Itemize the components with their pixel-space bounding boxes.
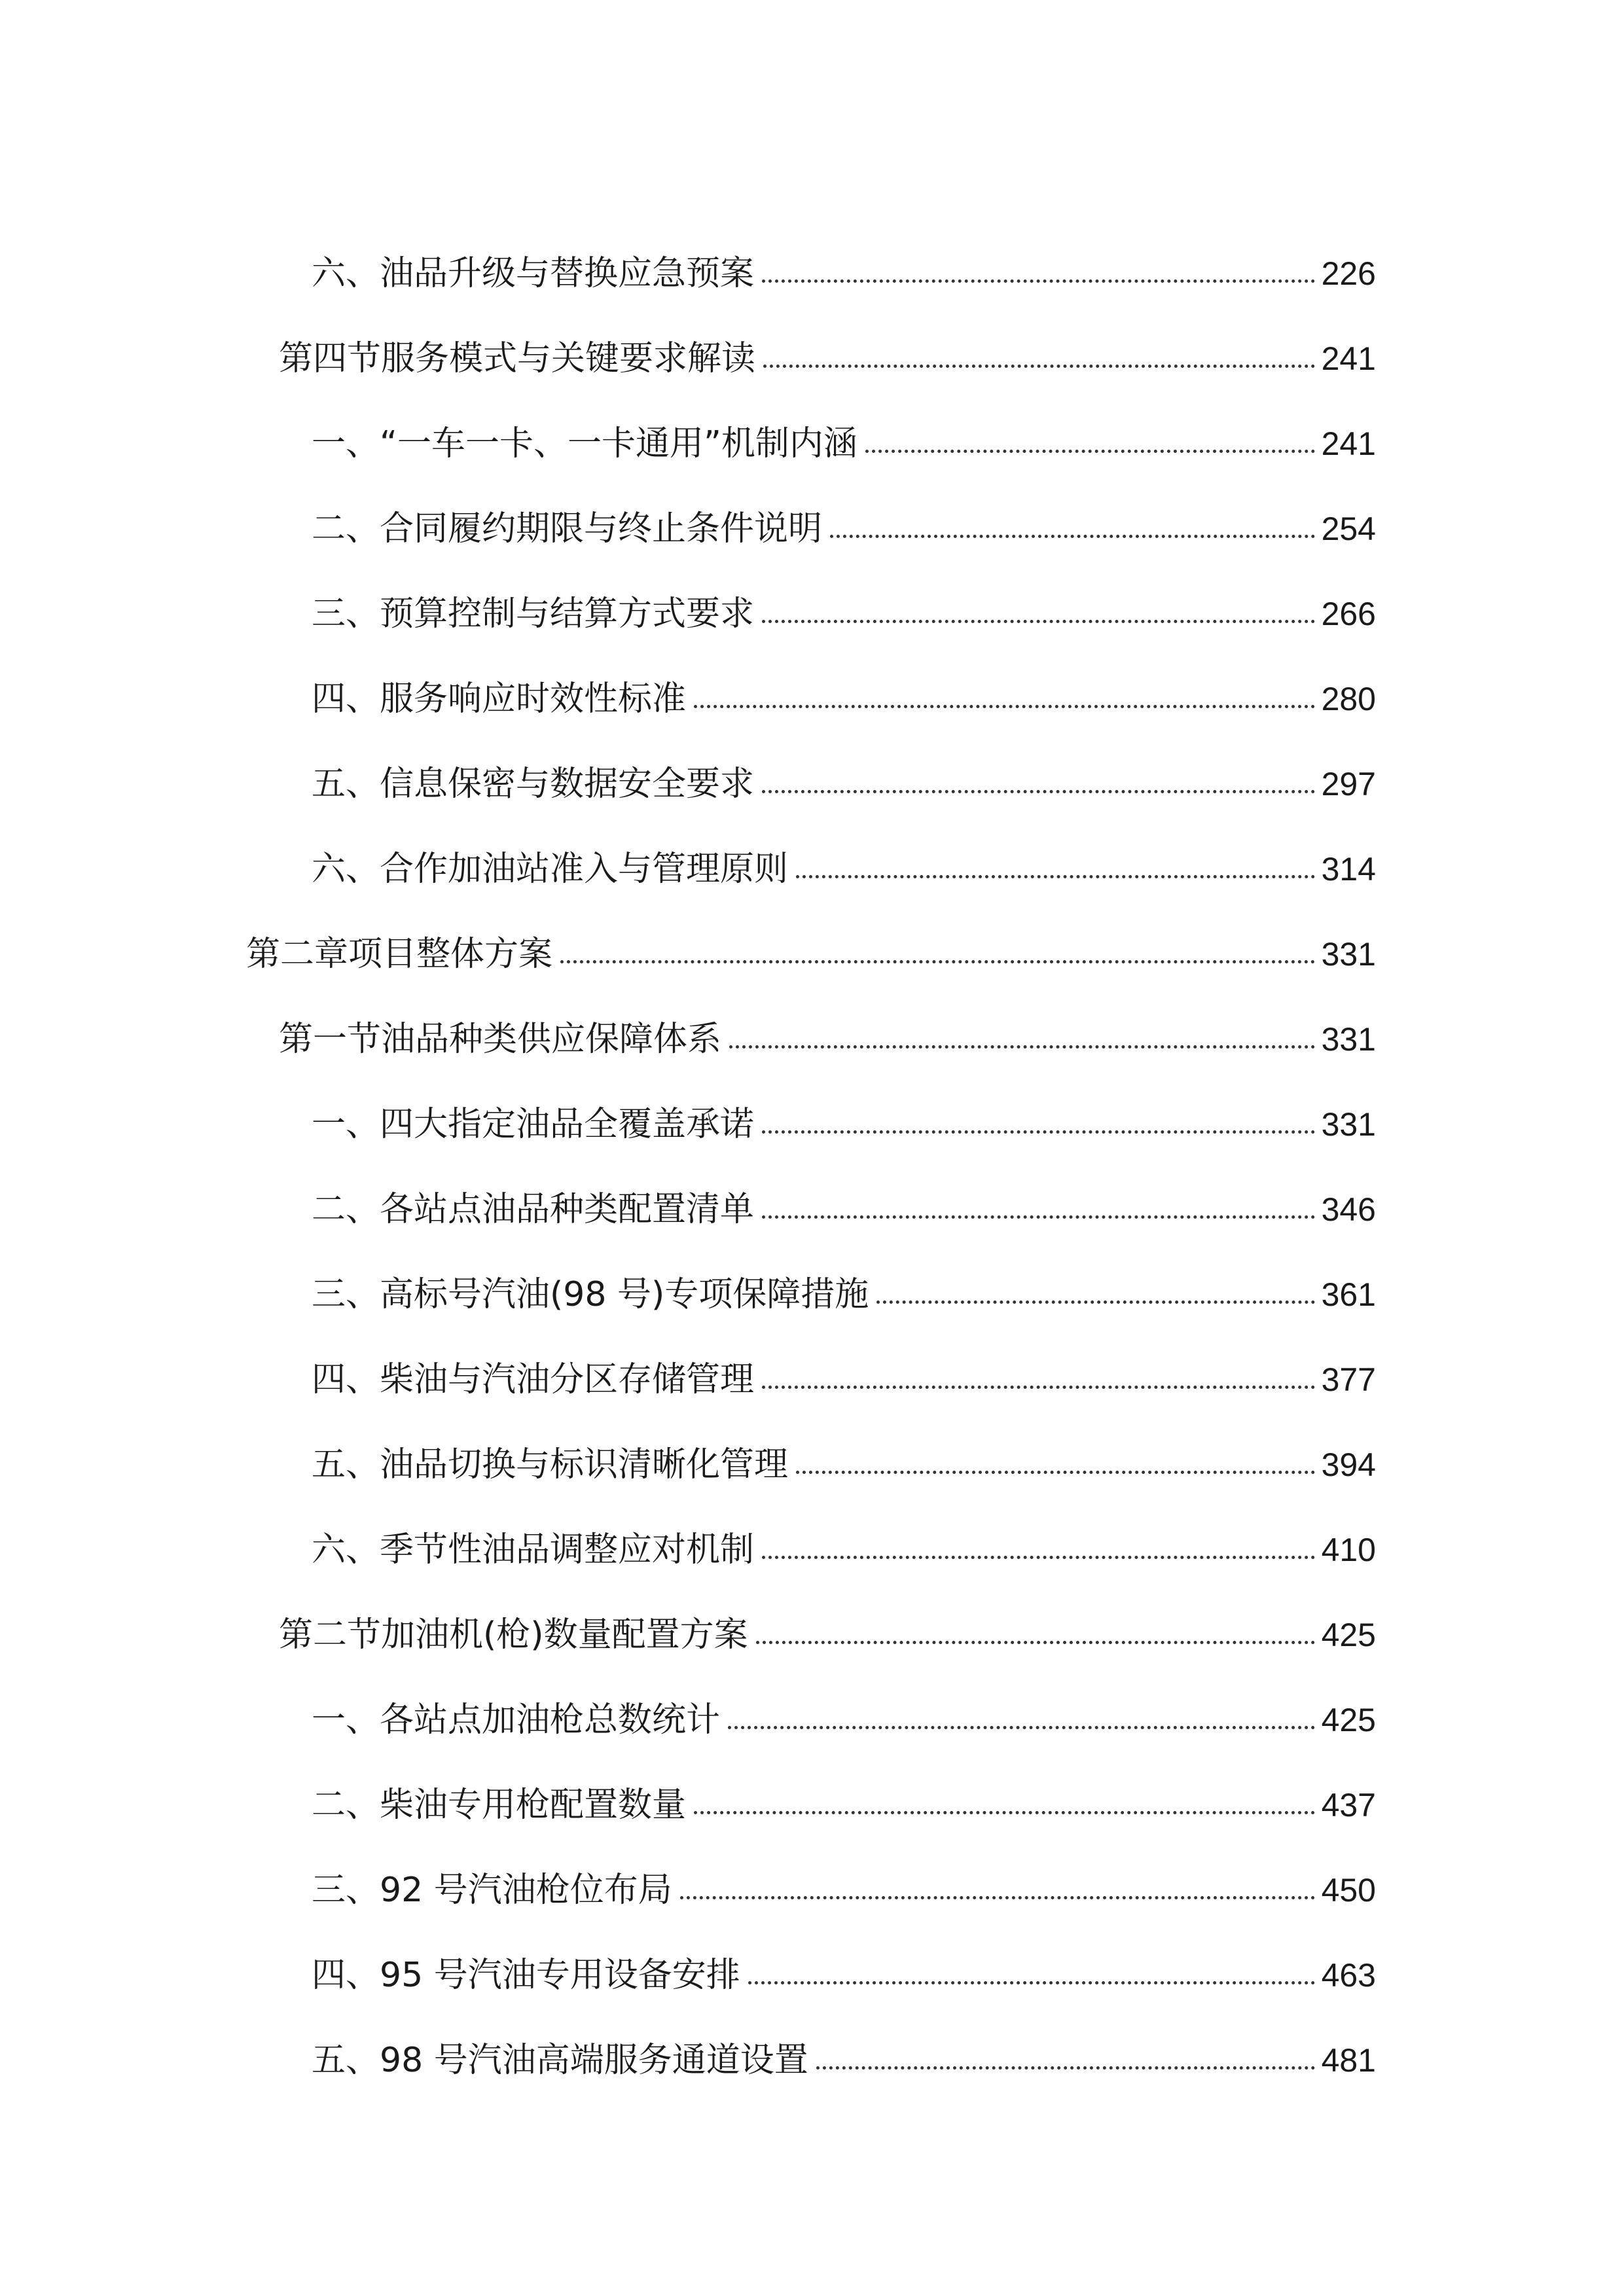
toc-page-number: 394 [1321, 1446, 1376, 1483]
toc-entry[interactable] [246, 889, 1376, 974]
toc-entry[interactable] [312, 208, 1376, 293]
toc-entry-title: 三、92 号汽油枪位布局 [312, 1871, 672, 1910]
toc-page-number: 425 [1321, 1617, 1376, 1653]
toc-page-number: 425 [1321, 1702, 1376, 1738]
dot-leader [694, 1811, 1315, 1814]
toc-entry[interactable] [312, 1059, 1376, 1144]
toc-page-number: 463 [1321, 1957, 1376, 1994]
toc-entry[interactable] [312, 378, 1376, 463]
toc-entry-title: 四、柴油与汽油分区存储管理 [312, 1360, 755, 1399]
toc-entry-title: 四、服务响应时效性标准 [312, 679, 687, 719]
toc-page-number: 266 [1321, 596, 1376, 632]
dot-leader [762, 1556, 1315, 1559]
dot-leader [694, 705, 1315, 708]
dot-leader [762, 620, 1315, 623]
dot-leader [865, 450, 1315, 453]
toc-entry-title: 第二节加油机(枪)数量配置方案 [279, 1615, 748, 1655]
toc-entry-title: 二、合同履约期限与终止条件说明 [312, 509, 823, 548]
toc-page-number: 346 [1321, 1191, 1376, 1228]
toc-page-number: 331 [1321, 1106, 1376, 1143]
toc-entry-title: 一、四大指定油品全覆盖承诺 [312, 1105, 755, 1144]
toc-entry-title: 四、95 号汽油专用设备安排 [312, 1956, 740, 1995]
toc-page-number: 410 [1321, 1532, 1376, 1568]
toc-page-number: 377 [1321, 1361, 1376, 1398]
toc-entry[interactable] [312, 719, 1376, 804]
dot-leader [876, 1300, 1314, 1304]
toc-entry[interactable] [312, 1995, 1376, 2080]
dot-leader [756, 1641, 1315, 1644]
dot-leader [762, 1386, 1315, 1389]
dot-leader [763, 365, 1315, 368]
toc-page-number: 280 [1321, 681, 1376, 717]
dot-leader [729, 1045, 1315, 1049]
toc-entry-title: 五、信息保密与数据安全要求 [312, 764, 755, 804]
toc-page-number: 241 [1321, 340, 1376, 377]
toc-entry[interactable] [312, 634, 1376, 719]
toc-page-number: 331 [1321, 936, 1376, 973]
toc-entry-title: 六、油品升级与替换应急预案 [312, 254, 755, 293]
toc-entry[interactable] [312, 1229, 1376, 1314]
toc-entry-title: 二、各站点油品种类配置清单 [312, 1190, 755, 1229]
toc-entry-title: 五、98 号汽油高端服务通道设置 [312, 2041, 808, 2080]
toc-entry-title: 三、预算控制与结算方式要求 [312, 594, 755, 634]
toc-entry[interactable] [312, 1144, 1376, 1229]
toc-entry[interactable] [279, 293, 1376, 378]
toc-page-number: 481 [1321, 2042, 1376, 2079]
toc-entry[interactable] [312, 804, 1376, 889]
toc-page-number: 254 [1321, 511, 1376, 547]
toc-page-number: 226 [1321, 255, 1376, 292]
dot-leader [748, 1981, 1315, 1984]
toc-entry-title: 五、油品切换与标识清晰化管理 [312, 1445, 789, 1484]
toc-page-number: 361 [1321, 1276, 1376, 1313]
toc-entry-title: 二、柴油专用枪配置数量 [312, 1785, 687, 1825]
dot-leader [762, 1215, 1315, 1219]
dot-leader [680, 1896, 1315, 1899]
toc-entry-title: 第二章项目整体方案 [246, 935, 553, 974]
toc-entry[interactable] [279, 974, 1376, 1059]
toc-entry[interactable] [279, 1570, 1376, 1655]
toc-entry[interactable] [312, 1484, 1376, 1570]
table-of-contents [0, 208, 1624, 2080]
toc-entry[interactable] [312, 1740, 1376, 1825]
dot-leader [796, 1471, 1315, 1474]
toc-page-number: 437 [1321, 1787, 1376, 1823]
toc-entry-title: 第四节服务模式与关键要求解读 [279, 339, 756, 378]
toc-page-number: 314 [1321, 851, 1376, 888]
toc-entry-title: 三、高标号汽油(98 号)专项保障措施 [312, 1275, 869, 1314]
dot-leader [762, 790, 1315, 793]
dot-leader [762, 1130, 1315, 1134]
toc-page-number: 450 [1321, 1872, 1376, 1909]
dot-leader [728, 1726, 1315, 1729]
toc-entry-title: 六、季节性油品调整应对机制 [312, 1530, 755, 1570]
toc-entry-title: 六、合作加油站准入与管理原则 [312, 850, 789, 889]
toc-entry[interactable] [312, 1655, 1376, 1740]
dot-leader [560, 960, 1315, 963]
toc-entry-title: 一、“一车一卡、一卡通用”机制内涵 [312, 424, 857, 463]
toc-entry[interactable] [312, 1825, 1376, 1910]
toc-entry[interactable] [312, 1910, 1376, 1995]
toc-entry[interactable] [312, 463, 1376, 548]
dot-leader [816, 2066, 1315, 2070]
toc-entry[interactable] [312, 1314, 1376, 1399]
dot-leader [796, 875, 1315, 878]
toc-entry[interactable] [312, 548, 1376, 634]
toc-page-number: 331 [1321, 1021, 1376, 1058]
toc-entry-title: 第一节油品种类供应保障体系 [279, 1020, 722, 1059]
toc-page-number: 297 [1321, 766, 1376, 802]
dot-leader [830, 535, 1315, 538]
toc-entry[interactable] [312, 1399, 1376, 1484]
dot-leader [762, 279, 1315, 283]
toc-page-number: 241 [1321, 425, 1376, 462]
toc-entry-title: 一、各站点加油枪总数统计 [312, 1700, 721, 1740]
